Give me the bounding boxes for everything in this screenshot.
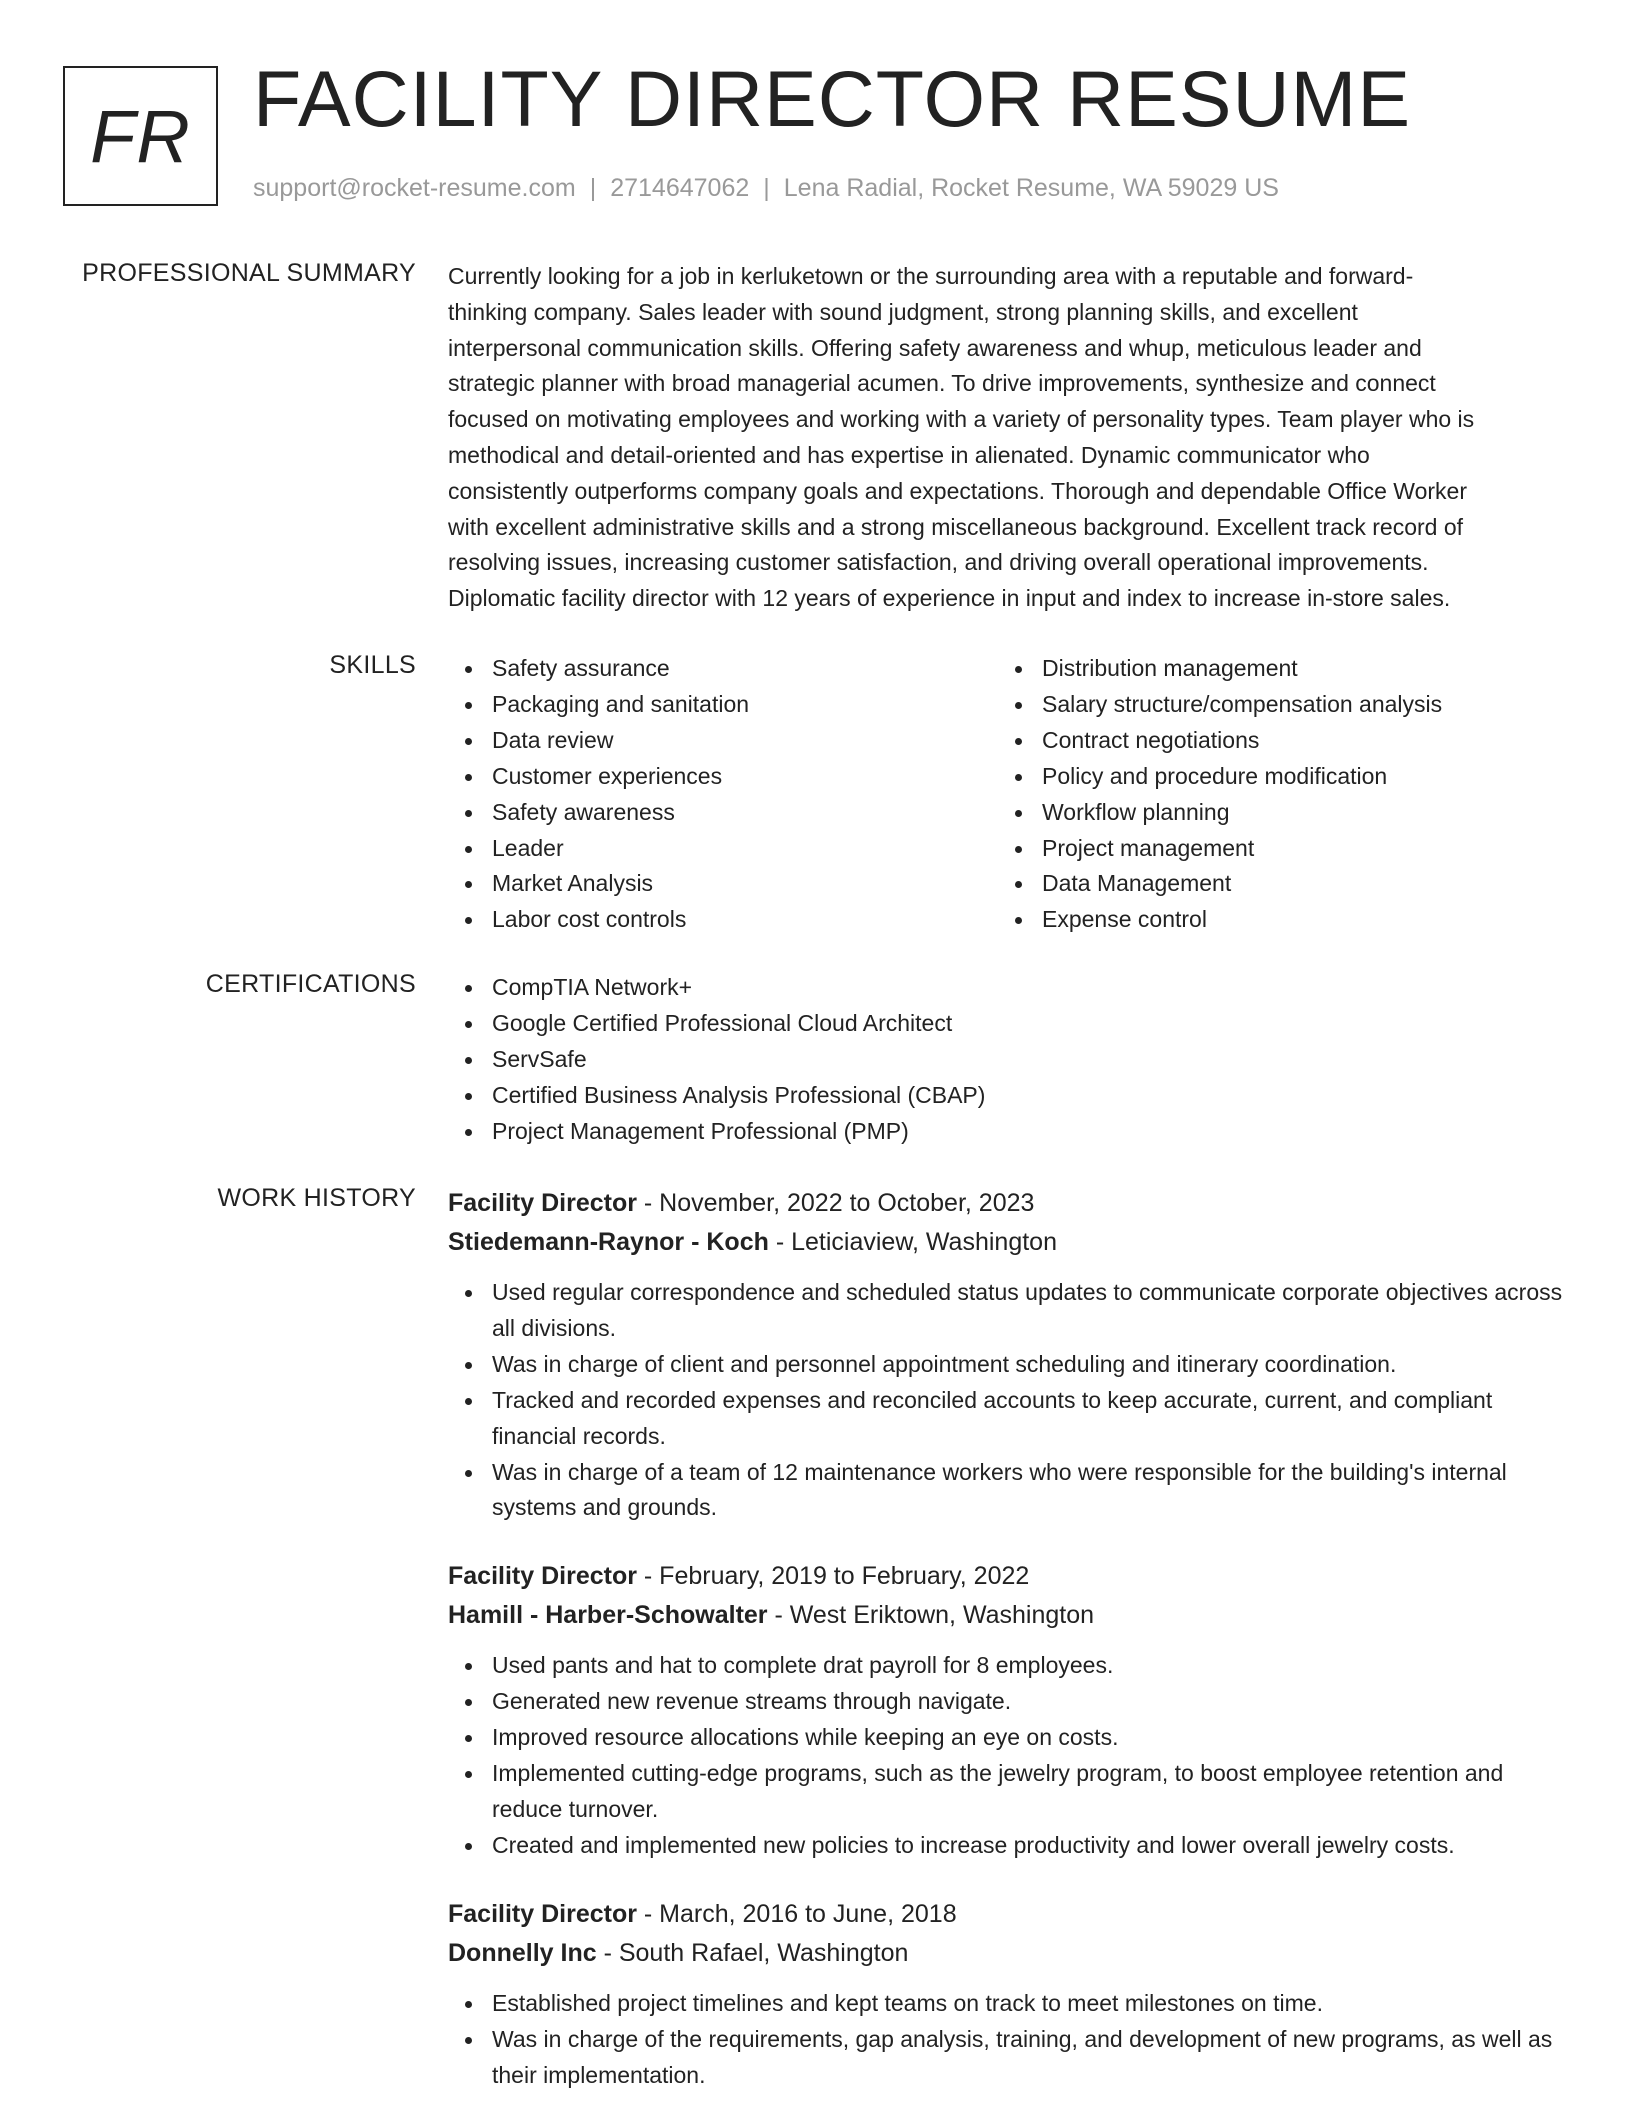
skill-item: Packaging and sanitation	[448, 687, 998, 723]
job-bullets	[448, 1648, 1568, 1863]
skill-item: Market Analysis	[448, 866, 998, 902]
job-title-line	[448, 1895, 1568, 1934]
skill-item: Customer experiences	[448, 759, 998, 795]
section-label-summary: PROFESSIONAL SUMMARY	[82, 259, 416, 287]
job-title-line	[448, 1184, 1568, 1223]
skill-item: Salary structure/compensation analysis	[998, 687, 1548, 723]
skill-item: Data review	[448, 723, 998, 759]
contact-separator: |	[589, 174, 597, 202]
section-label-skills: SKILLS	[329, 651, 416, 679]
job-title: Facility Director	[448, 1562, 637, 1591]
job-bullet: Improved resource allocations while keeping an eye on costs.	[448, 1720, 1568, 1756]
skill-item: Policy and procedure modification	[998, 759, 1548, 795]
skill-item: Leader	[448, 831, 998, 867]
skill-item: Safety awareness	[448, 795, 998, 831]
summary-line: methodical and detail-oriented and has expertise in alienated. Dynamic communicator who	[448, 441, 1370, 468]
job-company: Stiedemann-Raynor - Koch	[448, 1228, 769, 1256]
certification-item: Project Management Professional (PMP)	[448, 1114, 1568, 1150]
skill-item: Workflow planning	[998, 795, 1548, 831]
summary-line: Diplomatic facility director with 12 years of experience in input and index to increase in-store sales.	[448, 585, 1451, 612]
page-title: FACILITY DIRECTOR RESUME	[253, 54, 1412, 143]
job-dates: - March, 2016 to June, 2018	[636, 1899, 957, 1928]
job-dates: - February, 2019 to February, 2022	[636, 1562, 1030, 1591]
job-bullets	[448, 1275, 1568, 1526]
job-bullet: Was in charge of client and personnel appointment scheduling and itinerary coordination.	[448, 1347, 1568, 1383]
job-entry	[448, 1557, 1568, 1863]
skill-item: Data Management	[998, 866, 1548, 902]
section-label-certifications: CERTIFICATIONS	[205, 970, 416, 998]
job-bullet: Implemented cutting-edge programs, such as the jewelry program, to boost employee retention and reduce turnover.	[448, 1756, 1568, 1828]
job-company: Hamill - Harber-Schowalter	[448, 1601, 768, 1630]
job-title: Facility Director	[448, 1189, 637, 1217]
job-company-line	[448, 1223, 1568, 1262]
job-bullet: Generated new revenue streams through navigate.	[448, 1684, 1568, 1720]
section-label-work-history: WORK HISTORY	[217, 1184, 416, 1212]
contact-address: Lena Radial, Rocket Resume, WA 59029 US	[783, 174, 1279, 202]
job-bullet: Was in charge of a team of 12 maintenance workers who were responsible for the building's internal systems and grounds.	[448, 1455, 1568, 1527]
job-bullet: Established project timelines and kept teams on track to meet milestones on time.	[448, 1986, 1568, 2022]
job-company-line	[448, 1596, 1568, 1635]
job-company: Donnelly Inc	[448, 1938, 597, 1967]
job-bullet: Used regular correspondence and scheduled status updates to communicate corporate objectives across all divisions.	[448, 1275, 1568, 1347]
certifications-list	[448, 970, 1568, 1150]
certification-item: ServSafe	[448, 1042, 1568, 1078]
job-dates: - November, 2022 to October, 2023	[636, 1189, 1035, 1217]
job-bullet: Created and implemented new policies to increase productivity and lower overall jewelry costs.	[448, 1828, 1568, 1864]
skill-item: Labor cost controls	[448, 902, 998, 938]
job-bullet: Tracked and recorded expenses and reconciled accounts to keep accurate, current, and compliant financial records.	[448, 1383, 1568, 1455]
job-bullets	[448, 1986, 1568, 2094]
job-entry	[448, 1895, 1568, 2094]
job-bullet: Was in charge of the requirements, gap analysis, training, and development of new programs, as well as their implementation.	[448, 2022, 1568, 2094]
skills-list-right	[998, 651, 1548, 938]
job-title-line	[448, 1557, 1568, 1596]
skill-item: Distribution management	[998, 651, 1548, 687]
job-bullet: Used pants and hat to complete drat payroll for 8 employees.	[448, 1648, 1568, 1684]
job-title: Facility Director	[448, 1899, 637, 1928]
skill-item: Expense control	[998, 902, 1548, 938]
contact-line	[253, 174, 1279, 203]
job-entry	[448, 1184, 1568, 1526]
certification-item: Google Certified Professional Cloud Architect	[448, 1006, 1568, 1042]
skill-item: Contract negotiations	[998, 723, 1548, 759]
job-location: - South Rafael, Washington	[596, 1938, 909, 1967]
job-location: - West Eriktown, Washington	[767, 1601, 1095, 1630]
monogram-logo: FR	[63, 66, 218, 206]
certification-item: CompTIA Network+	[448, 970, 1568, 1006]
summary-line: strategic planner with broad managerial acumen. To drive improvements, synthesize and connect	[448, 370, 1436, 397]
job-location: - Leticiaview, Washington	[768, 1228, 1057, 1256]
summary-line: consistently outperforms company goals and expectations. Thorough and dependable Office Worker	[448, 477, 1467, 504]
skill-item: Safety assurance	[448, 651, 998, 687]
summary-line: interpersonal communication skills. Offering safety awareness and whup, meticulous leader and	[448, 334, 1422, 361]
summary-line: Currently looking for a job in kerluketown or the surrounding area with a reputable and forward-	[448, 263, 1414, 289]
skills-list-left	[448, 651, 998, 938]
summary-line: focused on motivating employees and working with a variety of personality types. Team player who is	[448, 406, 1475, 433]
job-company-line	[448, 1934, 1568, 1973]
summary-line: with excellent administrative skills and a strong miscellaneous background. Excellent track record of	[448, 513, 1464, 540]
summary-text	[448, 259, 1568, 617]
summary-line: thinking company. Sales leader with sound judgment, strong planning skills, and excellent	[448, 298, 1358, 325]
summary-line: resolving issues, increasing customer satisfaction, and driving overall operational improvements.	[448, 549, 1429, 576]
contact-separator: |	[763, 174, 770, 202]
skill-item: Project management	[998, 831, 1548, 867]
contact-email[interactable]: support@rocket-resume.com	[253, 174, 576, 202]
contact-phone[interactable]: 2714647062	[610, 174, 750, 202]
certification-item: Certified Business Analysis Professional (CBAP)	[448, 1078, 1568, 1114]
